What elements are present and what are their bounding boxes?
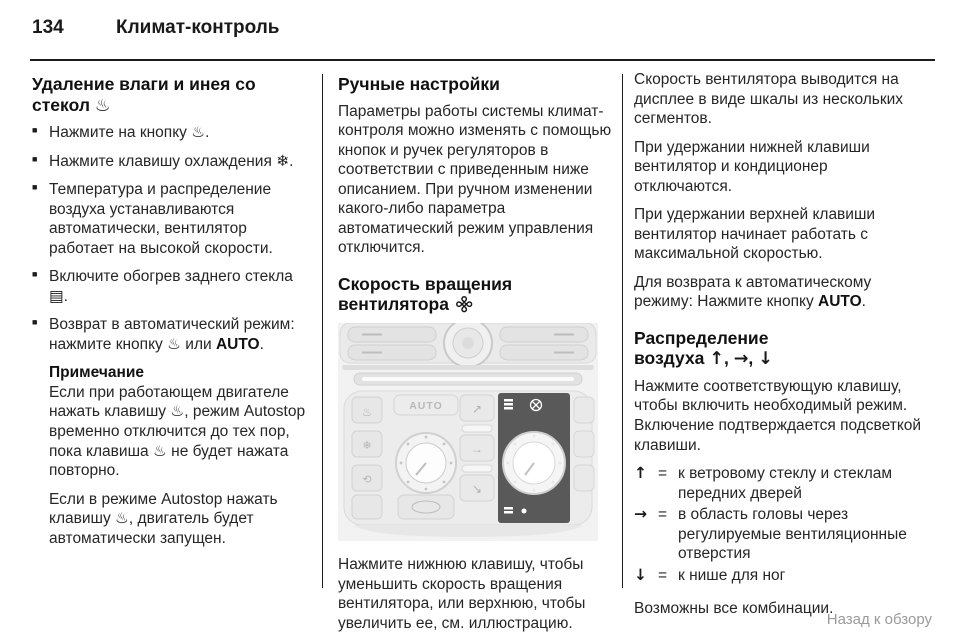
defrost-steps-list	[32, 123, 316, 354]
equals-sign: =	[658, 566, 668, 584]
note-paragraph: Если в режиме Autostop нажать клавишу ♨, двигатель будет автоматически запущен.	[49, 490, 278, 547]
auto-button-label: AUTO	[409, 400, 443, 413]
paragraph: При удержании верхней клавиши вентилятор начинает работать с максимальной скоростью.	[634, 206, 876, 263]
list-item: ■ Температура и распределение воздуха устанавливаются автоматически, вентилятор работает на высокой скорости.	[32, 180, 316, 258]
air-face-icon: →	[634, 505, 647, 524]
svg-text:↘: ↘	[471, 482, 483, 497]
paragraph: Возможны все комбинации.	[634, 600, 834, 618]
note-paragraph: Если при работающем двигателе нажать клавишу ♨, режим Autostop временно отключится до тех пор, пока клавиша ♨ не будет нажата повторно.	[49, 383, 306, 480]
section-heading-air-distribution: Распределение воздуха ↑, →, ↓	[634, 327, 773, 370]
paragraph: Скорость вентилятора выводится на дисплее в виде шкалы из нескольких сегментов.	[634, 71, 904, 128]
air-windshield-icon: ↑	[634, 464, 647, 483]
list-item: ■ Возврат в автоматический режим: нажмите кнопку ♨ или AUTO.	[32, 315, 316, 354]
fan-icon: ⌘	[450, 292, 476, 319]
definition-text: к ветровому стеклу и стеклам передних дверей	[678, 465, 893, 502]
air-distribution-definition	[634, 566, 922, 586]
definition-text: в область головы через регулируемые вентиляционные отверстия	[678, 506, 907, 563]
note-block	[49, 363, 316, 548]
chapter-title: Климат-контроль	[116, 17, 280, 38]
air-feet-icon: ↓	[634, 565, 647, 584]
definition-text: к нише для ног	[678, 566, 786, 584]
svg-text:↗: ↗	[471, 402, 483, 417]
paragraph: Для возврата к автоматическому режиму: Нажмите кнопку AUTO.	[634, 273, 872, 311]
defrost-front-icon: ♨	[170, 402, 185, 421]
svg-text:♨: ♨	[361, 405, 373, 420]
defrost-front-icon: ♨	[167, 334, 181, 353]
air-face-icon: →	[733, 349, 749, 370]
windshield-button	[398, 495, 454, 519]
section-heading-fan-speed: Скорость вращения вентилятора ⌘	[338, 273, 513, 319]
climate-panel-svg	[338, 323, 598, 541]
ac-icon: ❄	[276, 151, 290, 170]
header-rule	[30, 59, 935, 61]
air-distribution-definition	[634, 505, 922, 564]
air-distribution-definition	[634, 464, 922, 503]
column-separator	[622, 74, 623, 588]
back-to-overview-link[interactable]: Назад к обзору	[826, 611, 932, 628]
air-feet-icon: ↓	[758, 349, 773, 370]
defrost-front-icon: ♨	[115, 509, 129, 528]
svg-text:❄: ❄	[362, 440, 372, 453]
defrost-rear-button	[574, 465, 594, 491]
list-item: ■ Включите обогрев заднего стекла ▤.	[32, 267, 316, 306]
paragraph: Нажмите соответствующую клавишу, чтобы включить необходимый режим. Включение подтверждается подсветкой клавиши.	[634, 377, 922, 454]
defrost-front-icon: ♨	[152, 441, 167, 460]
svg-text:→: →	[471, 442, 483, 457]
column-2	[338, 70, 618, 638]
note-title: Примечание	[49, 364, 144, 382]
defrost-front-icon: ♨	[191, 123, 206, 142]
list-item: ■ Нажмите на кнопку ♨.	[32, 123, 316, 143]
column-3	[634, 70, 922, 628]
section-heading-defrost: Удаление влаги и инея со стекол ♨	[32, 74, 256, 116]
air-windshield-icon: ↑	[709, 349, 724, 370]
page-number: 134	[32, 17, 64, 38]
svg-text:⟲: ⟲	[362, 474, 372, 487]
seat-heat-right-button	[574, 397, 594, 423]
defrost-rear-icon: ▤	[49, 286, 64, 305]
column-1	[32, 70, 316, 557]
paragraph: Параметры работы системы климат-контроля можно изменять с помощью кнопок и ручек регуляторов в соответствии с приведенным ниже описанием. При ручном изменении какого-либо параметра автоматический режим управления отключится.	[338, 102, 612, 257]
equals-sign: =	[658, 465, 668, 483]
defrost-front-button	[574, 431, 594, 457]
paragraph: При удержании нижней клавиши вентилятор и кондиционер отключаются.	[634, 138, 870, 195]
climate-panel-illustration	[338, 323, 598, 541]
defrost-front-icon: ♨	[94, 95, 111, 116]
section-heading-manual-settings: Ручные настройки	[338, 74, 500, 94]
list-item: ■ Нажмите клавишу охлаждения ❄.	[32, 152, 316, 172]
paragraph: Нажмите нижнюю клавишу, чтобы уменьшить скорость вращения вентилятора, или верхнюю, чтобы увеличить ее, см. иллюстрацию.	[338, 556, 586, 632]
equals-sign: =	[658, 506, 668, 524]
column-separator	[322, 74, 323, 588]
